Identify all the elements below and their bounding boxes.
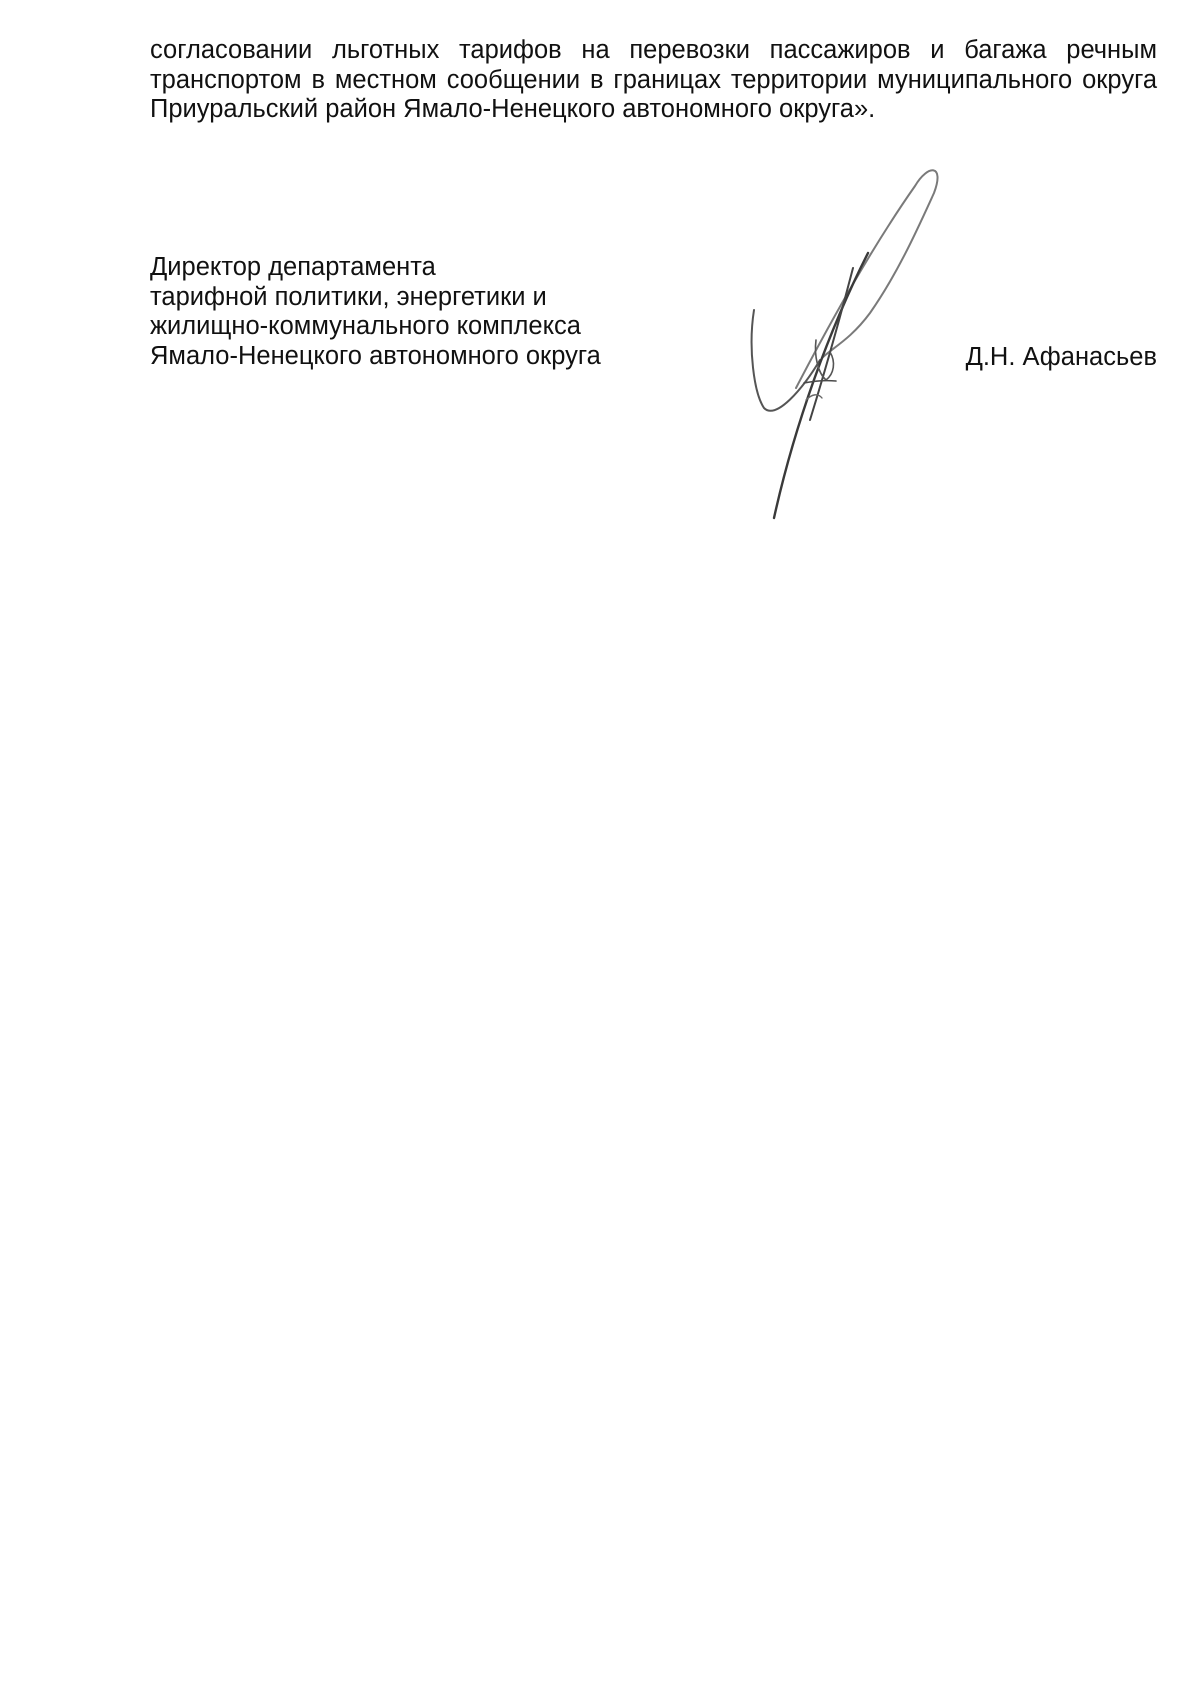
signatory-name: Д.Н. Афанасьев <box>965 343 1157 371</box>
signatory-title-line: тарифной политики, энергетики и <box>150 282 547 311</box>
signatory-title-line: Ямало-Ненецкого автономного округа <box>150 341 601 370</box>
body-paragraph: согласовании льготных тарифов на перевозки пассажиров и багажа речным транспортом в местном сообщении в границах территории муниципального округа Приуральский район Ямало-Ненецкого автономного округа». <box>150 36 1157 123</box>
signatory-title-line: Директор департамента <box>150 253 436 281</box>
handwritten-signature-icon <box>750 168 990 538</box>
signatory-title-line: жилищно-коммунального комплекса <box>150 312 581 340</box>
signatory-title <box>150 253 601 371</box>
